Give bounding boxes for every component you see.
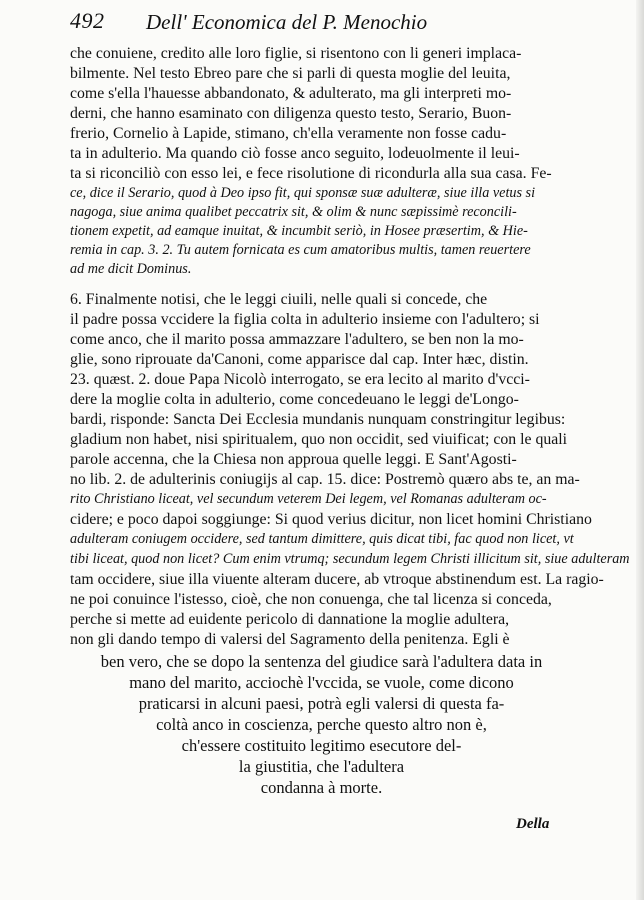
text-line: adulteram coniugem occidere, sed tantum dimittere, quis dicat tibi, fac quod non licet, vt — [70, 531, 574, 547]
page-edge-shadow — [636, 0, 644, 900]
page-number: 492 — [70, 8, 105, 33]
text-line: ad me dicit Dominus. — [70, 261, 192, 277]
text-line: ta si riconciliò con esso lei, e fece risolutione di ricondurla alla sua casa. Fe- — [70, 165, 552, 182]
text-line: frerio, Cornelio à Lapide, stimano, ch'ella veramente non fosse cadu- — [70, 125, 507, 142]
running-head: Dell' Economica del P. Menochio — [146, 10, 428, 34]
text-line: derni, che hanno esaminato con diligenza questo testo, Serario, Buon- — [70, 105, 512, 122]
text-line: che conuiene, credito alle loro figlie, si risentono con li generi implaca- — [70, 45, 522, 62]
text-line: nagoga, siue anima qualibet peccatrix sit, & olim & nunc sæpissimè reconcili- — [70, 204, 517, 220]
text-line: glie, sono riprouate da'Canoni, come apparisce dal cap. Inter hæc, distin. — [70, 351, 529, 368]
text-line: no lib. 2. de adulterinis coniugijs al cap. 15. dice: Postremò quæro abs te, an ma- — [70, 471, 580, 488]
text-line: come anco, che il marito possa ammazzare l'adultero, se ben non la mo- — [70, 331, 524, 348]
text-line: perche si mette ad euidente pericolo di dannatione la moglie adultera, — [70, 611, 510, 628]
text-line: praticarsi in alcuni paesi, potrà egli valersi di questa fa- — [138, 694, 505, 713]
catchword: Della — [516, 816, 550, 832]
text-line: 23. quæst. 2. doue Papa Nicolò interrogato, se era lecito al marito d'vcci- — [70, 371, 530, 388]
text-line: condanna à morte. — [260, 778, 383, 797]
text-line: coltà anco in coscienza, perche questo altro non è, — [156, 715, 487, 734]
text-line: ben vero, che se dopo la sentenza del giudice sarà l'adultera data in — [100, 652, 543, 671]
text-line: tam occidere, siue illa viuente alteram ducere, ab vtroque abstinendum est. La ragio- — [70, 571, 604, 588]
text-line: come s'ella l'hauesse abbandonato, & adulterato, ma gli interpreti mo- — [70, 85, 512, 102]
text-line: la giustitia, che l'adultera — [238, 757, 405, 776]
text-line: remia in cap. 3. 2. Tu autem fornicata es cum amatoribus multis, tamen reuertere — [70, 242, 531, 258]
text-line: ta in adulterio. Ma quando ciò fosse anco seguito, lodeuolmente il leui- — [70, 145, 520, 162]
text-line: ce, dice il Serario, quod à Deo ipso fit, qui sponsæ suæ adulteræ, siue illa vetus si — [70, 185, 536, 201]
text-line: cidere; e poco dapoi soggiunge: Si quod verius dicitur, non licet homini Christiano — [70, 511, 592, 528]
text-line: parole accenna, che la Chiesa non approua quelle leggi. E Sant'Agosti- — [70, 451, 517, 468]
text-line: il padre possa vccidere la figlia colta in adulterio insieme con l'adultero; si — [70, 311, 540, 328]
text-line: mano del marito, acciochè l'vccida, se vuole, come dicono — [129, 673, 514, 692]
text-line: tibi liceat, quod non licet? Cum enim vtrumq; secundum legem Christi illicitum sit, siue adulteram — [70, 551, 630, 567]
text-line: dere la moglie colta in adulterio, come concedeuano le leggi de'Longo- — [70, 391, 519, 408]
text-line: ch'essere costituito legitimo esecutore del- — [181, 736, 462, 755]
text-line: non gli dando tempo di valersi del Sagramento della penitenza. Egli è — [70, 631, 510, 648]
text-line: 6. Finalmente notisi, che le leggi ciuili, nelle quali si concede, che — [70, 291, 488, 308]
text-line: ne poi conuince l'istesso, cioè, che non conuenga, che tal licenza si conceda, — [70, 591, 552, 608]
text-line: rito Christiano liceat, vel secundum veterem Dei legem, vel Romanas adulteram oc- — [70, 491, 547, 507]
text-line: bardi, risponde: Sancta Dei Ecclesia mundanis nunquam constringitur legibus: — [70, 411, 566, 428]
text-line: gladium non habet, nisi spiritualem, quo non occidit, sed viuificat; con le quali — [70, 431, 568, 448]
text-line: tionem expetit, ad eamque inuitat, & incumbit seriò, in Hosee præsertim, & Hie- — [70, 223, 528, 239]
text-line: bilmente. Nel testo Ebreo pare che si parli di questa moglie del leuita, — [70, 65, 511, 82]
